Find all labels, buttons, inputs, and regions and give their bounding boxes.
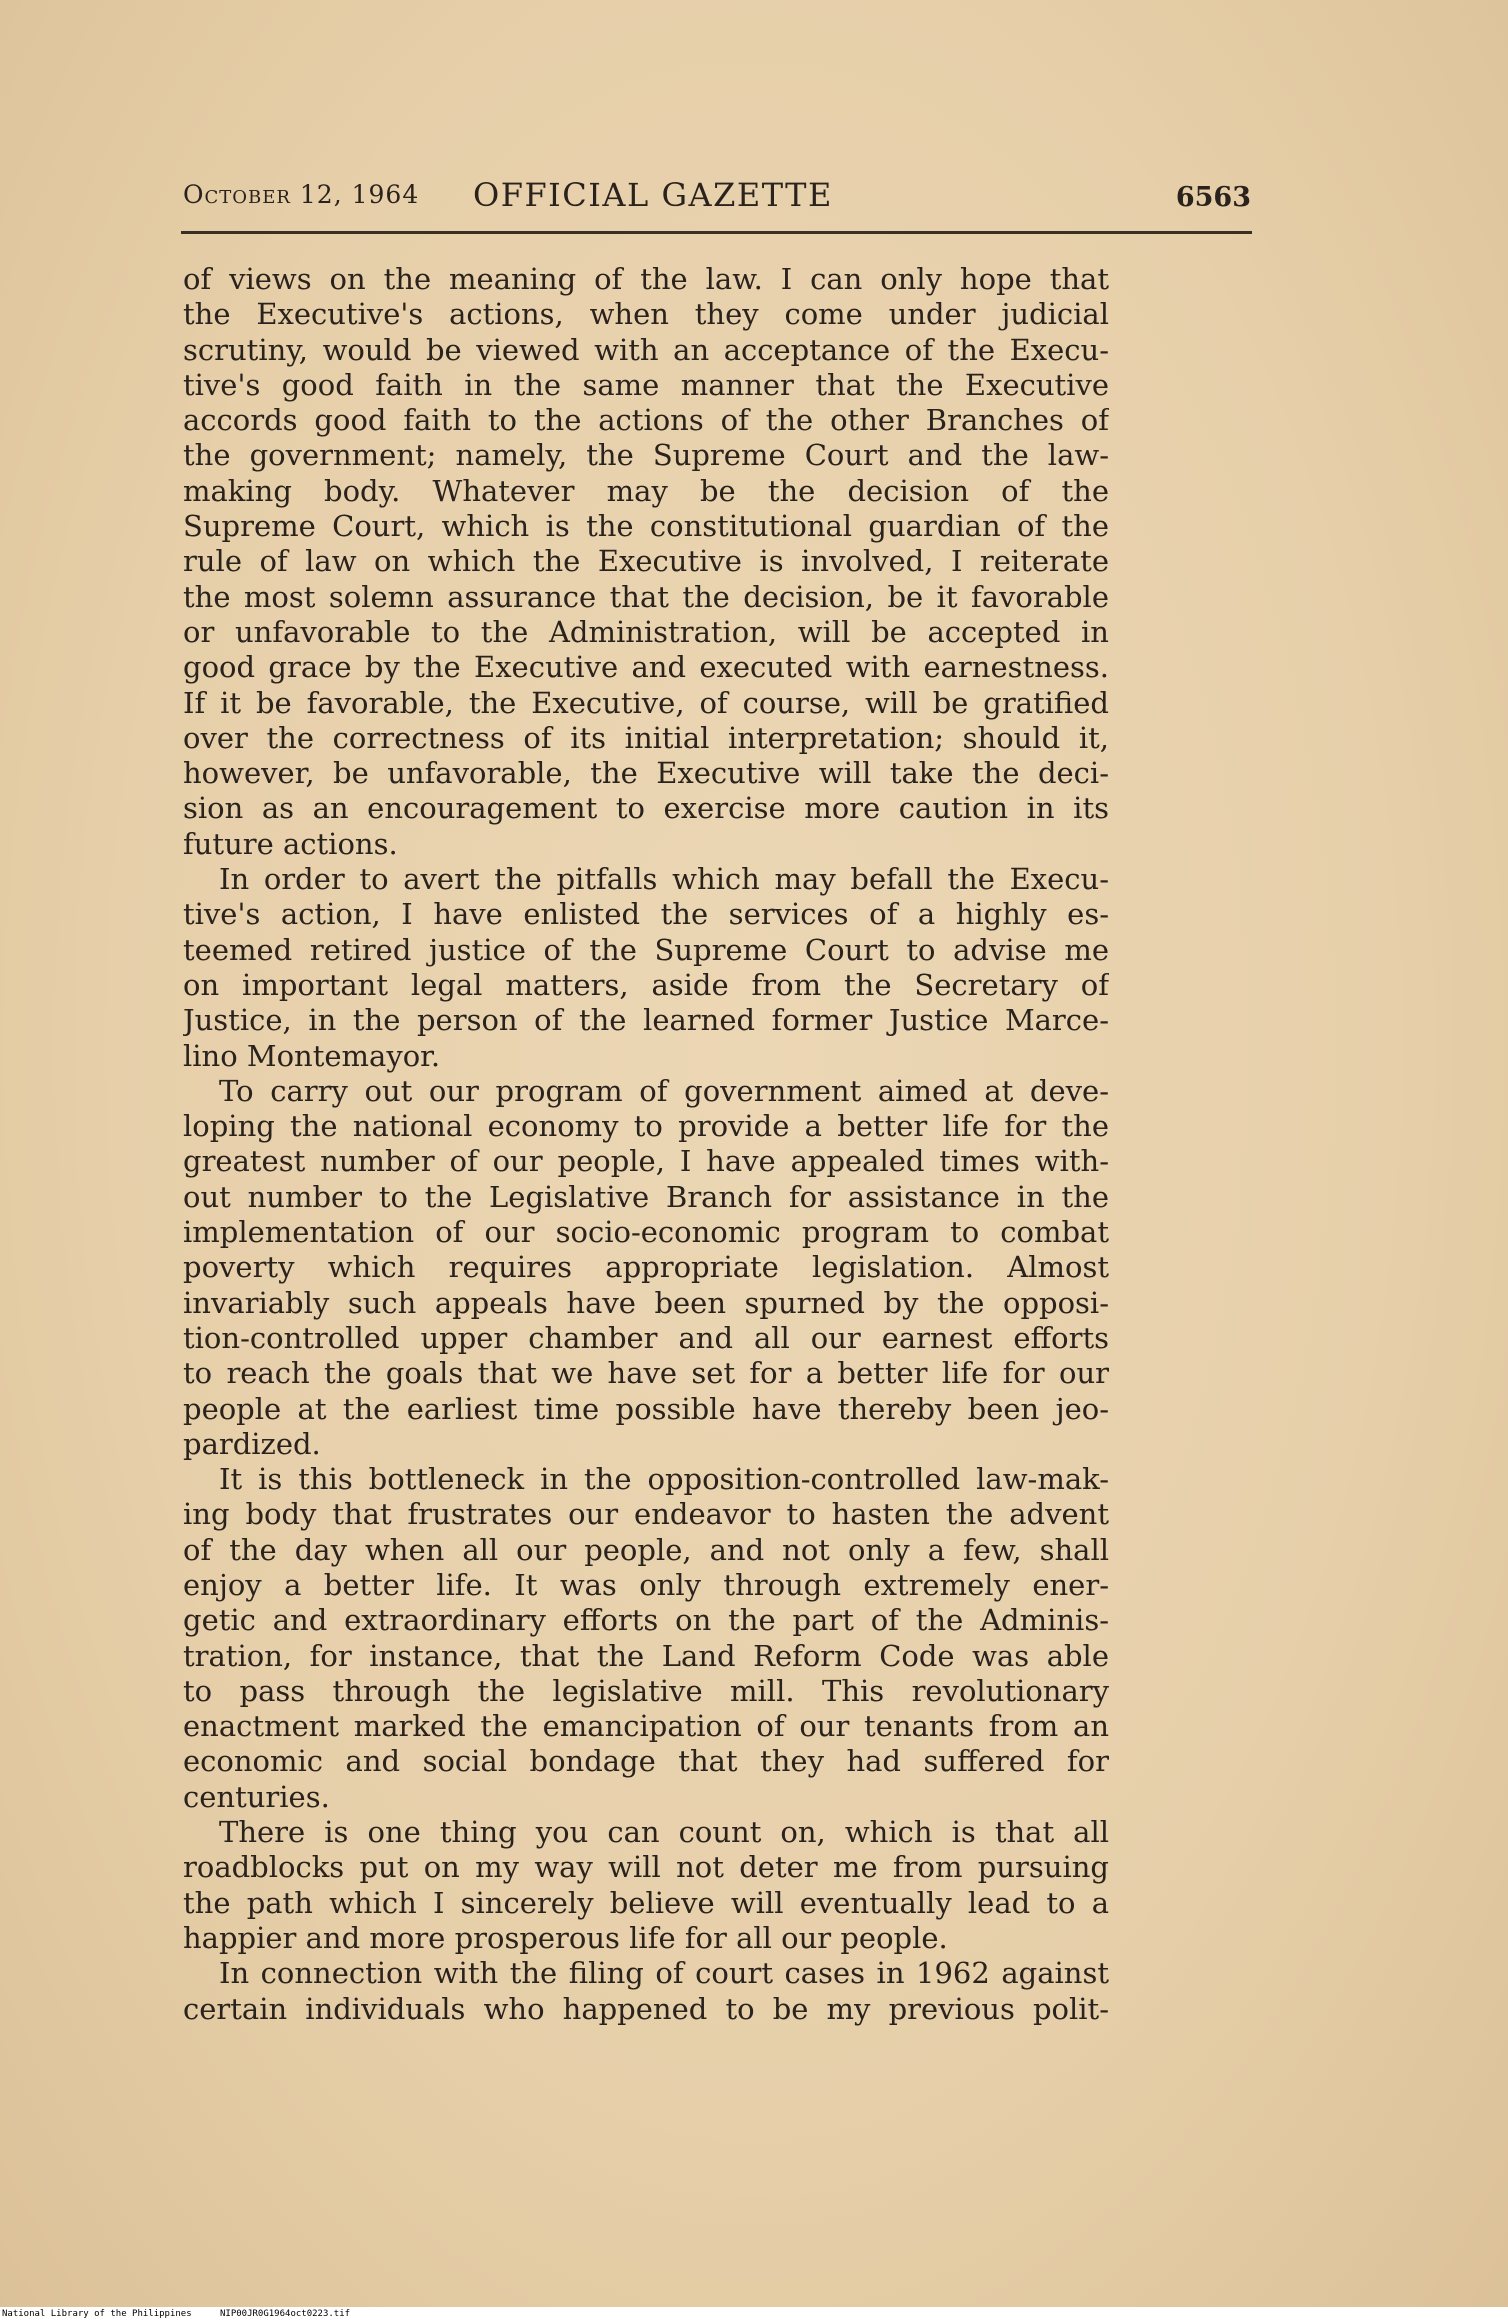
- text-line: the most solemn assurance that the decision, be it favorable: [183, 579, 1109, 614]
- text-line: ing body that frustrates our endeavor to hasten the advent: [183, 1497, 1109, 1532]
- text-line: roadblocks put on my way will not deter me from pursuing: [183, 1850, 1109, 1885]
- text-line: rule of law on which the Executive is involved, I reiterate: [183, 544, 1109, 579]
- body-text: [183, 262, 1109, 2027]
- text-line: implementation of our socio-economic program to combat: [183, 1215, 1109, 1250]
- text-line: future actions.: [183, 826, 398, 861]
- text-line: Justice, in the person of the learned former Justice Marce-: [183, 1003, 1109, 1038]
- text-line: economic and social bondage that they had suffered for: [183, 1744, 1109, 1779]
- footer-filename: NIP00JR0G1964oct0223.tif: [220, 2309, 351, 2319]
- header-date: October 12, 1964: [183, 180, 420, 209]
- text-line: making body. Whatever may be the decision of the: [183, 473, 1109, 508]
- text-line: the Executive's actions, when they come under judicial: [183, 297, 1109, 332]
- paragraph-first-line: In order to avert the pitfalls which may befall the Execu-: [219, 862, 1109, 897]
- footer-library: National Library of the Philippines: [2, 2309, 192, 2319]
- text-line: tive's good faith in the same manner that the Executive: [183, 367, 1109, 402]
- text-line: pardized.: [183, 1426, 321, 1461]
- text-line: on important legal matters, aside from the Secretary of: [183, 967, 1109, 1002]
- text-line: tion-controlled upper chamber and all our earnest efforts: [183, 1320, 1109, 1355]
- page-number: 6563: [1175, 182, 1251, 213]
- text-line: people at the earliest time possible have thereby been jeo-: [183, 1391, 1109, 1426]
- text-line: getic and extraordinary efforts on the part of the Adminis-: [183, 1603, 1109, 1638]
- text-line: enactment marked the emancipation of our tenants from an: [183, 1709, 1109, 1744]
- text-line: poverty which requires appropriate legislation. Almost: [183, 1250, 1109, 1285]
- text-line: enjoy a better life. It was only through extremely ener-: [183, 1567, 1109, 1602]
- publication-title: OFFICIAL GAZETTE: [473, 176, 833, 214]
- scan-footer: [0, 2307, 1508, 2321]
- header-rule: [181, 231, 1252, 234]
- text-line: of the day when all our people, and not only a few, shall: [183, 1532, 1109, 1567]
- paragraph-first-line: To carry out our program of government aimed at deve-: [219, 1073, 1109, 1108]
- paragraph-first-line: In connection with the filing of court cases in 1962 against: [219, 1956, 1109, 1991]
- text-line: invariably such appeals have been spurned by the opposi-: [183, 1285, 1109, 1320]
- page-header: [183, 176, 1251, 220]
- text-line: of views on the meaning of the law. I can only hope that: [183, 262, 1109, 296]
- text-line: happier and more prosperous life for all our people.: [183, 1920, 948, 1955]
- text-line: out number to the Legislative Branch for assistance in the: [183, 1179, 1109, 1214]
- text-line: to reach the goals that we have set for a better life for our: [183, 1356, 1109, 1391]
- text-line: scrutiny, would be viewed with an acceptance of the Execu-: [183, 332, 1109, 367]
- text-line: good grace by the Executive and executed with earnestness.: [183, 650, 1109, 685]
- text-line: greatest number of our people, I have appealed times with-: [183, 1144, 1109, 1179]
- text-line: tration, for instance, that the Land Reform Code was able: [183, 1638, 1109, 1673]
- text-line: the path which I sincerely believe will eventually lead to a: [183, 1885, 1109, 1920]
- text-line: Supreme Court, which is the constitutional guardian of the: [183, 509, 1109, 544]
- text-line: certain individuals who happened to be my previous polit-: [183, 1991, 1109, 2026]
- text-line: the government; namely, the Supreme Court and the law-: [183, 438, 1109, 473]
- text-line: sion as an encouragement to exercise more caution in its: [183, 791, 1109, 826]
- text-line: however, be unfavorable, the Executive will take the deci-: [183, 756, 1109, 791]
- text-line: or unfavorable to the Administration, will be accepted in: [183, 614, 1109, 649]
- text-line: If it be favorable, the Executive, of course, will be gratified: [183, 685, 1109, 720]
- text-line: tive's action, I have enlisted the services of a highly es-: [183, 897, 1109, 932]
- paragraph-first-line: It is this bottleneck in the opposition-controlled law-mak-: [219, 1462, 1109, 1497]
- text-line: teemed retired justice of the Supreme Court to advise me: [183, 932, 1109, 967]
- paragraph-first-line: There is one thing you can count on, which is that all: [219, 1815, 1109, 1850]
- text-line: to pass through the legislative mill. This revolutionary: [183, 1673, 1109, 1708]
- text-line: loping the national economy to provide a better life for the: [183, 1109, 1109, 1144]
- text-line: centuries.: [183, 1779, 330, 1814]
- text-line: accords good faith to the actions of the other Branches of: [183, 403, 1109, 438]
- text-line: over the correctness of its initial interpretation; should it,: [183, 720, 1109, 755]
- text-line: lino Montemayor.: [183, 1038, 441, 1073]
